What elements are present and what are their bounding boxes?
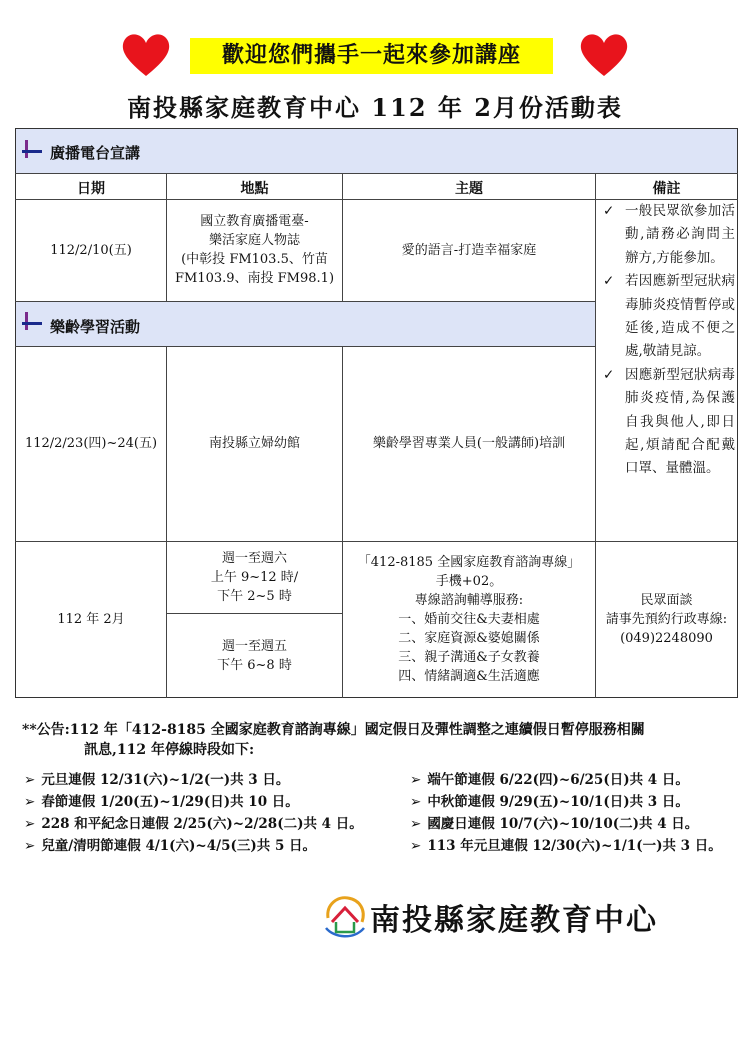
- remarks-notes: ✓ 一般民眾欲參加活動,請務必詢問主辦方,方能參加。 ✓ 若因應新型冠狀病毒肺炎疫情暫停或延後,造成不便之處,敬請見諒。 ✓ 因應新型冠狀病毒肺炎疫情,為保護自我與他人,即日起,煩請配合配戴口罩、量體溫。: [597, 200, 735, 481]
- welcome-banner: 歡迎您們攜手一起來參加講座: [190, 38, 553, 74]
- arrow-bullet-icon: ➢: [410, 838, 422, 854]
- arrow-bullet-icon: ➢: [410, 794, 422, 810]
- check-icon: ✓: [603, 203, 615, 219]
- row3-time-weekday-evening: 週一至週五 下午 6~8 時: [217, 638, 292, 673]
- holiday-item: ➢ 元旦連假 12/31(六)~1/2(一)共 3 日。: [24, 772, 290, 788]
- arrow-bullet-icon: ➢: [410, 816, 422, 832]
- holiday-item: ➢ 兒童/清明節連假 4/1(六)~4/5(三)共 5 日。: [24, 838, 317, 854]
- page-title: 南投縣家庭教育中心 112 年 2月份活動表: [127, 93, 623, 122]
- row1-topic: 愛的語言-打造幸福家庭: [401, 242, 537, 258]
- section-title-senior: 樂齡學習活動: [50, 318, 141, 336]
- row3-time-weekday-day: 週一至週六 上午 9~12 時/ 下午 2~5 時: [210, 550, 299, 604]
- arrow-bullet-icon: ➢: [410, 772, 422, 788]
- check-icon: ✓: [603, 273, 615, 290]
- holiday-item: ➢ 國慶日連假 10/7(六)~10/10(二)共 4 日。: [410, 816, 699, 832]
- heart-icon: [120, 32, 172, 78]
- row2-place: 南投縣立婦幼館: [208, 436, 300, 451]
- row2-date: 112/2/23(四)~24(五): [24, 436, 158, 451]
- org-logo-icon: [320, 892, 370, 940]
- row3-date: 112 年 2月: [57, 612, 125, 627]
- col-header-remark: 備註: [652, 181, 681, 197]
- holiday-item: ➢ 113 年元旦連假 12/30(六)~1/1(一)共 3 日。: [410, 838, 722, 854]
- col-header-topic: 主題: [455, 181, 483, 197]
- col-header-place: 地點: [240, 181, 269, 197]
- holiday-item: ➢ 228 和平紀念日連假 2/25(六)~2/28(二)共 4 日。: [24, 816, 363, 832]
- arrow-bullet-icon: ➢: [24, 838, 36, 854]
- org-name: 南投縣家庭教育中心: [370, 903, 658, 938]
- holiday-item: ➢ 中秋節連假 9/29(五)~10/1(日)共 3 日。: [410, 794, 689, 810]
- row3-topic: 「412-8185 全國家庭教育諮詢專線」 手機+02。 專線諮詢輔導服務: 一、婚前交往&夫妻相處 二、家庭資源&婆媳關係 三、親子溝通&子女教養 四、情緒調適&生活適應: [357, 555, 581, 684]
- row2-topic: 樂齡學習專業人員(一般講師)培訓: [372, 436, 566, 451]
- check-icon: ✓: [603, 366, 615, 383]
- arrow-bullet-icon: ➢: [24, 816, 36, 832]
- plus-bullet-icon: [22, 312, 42, 332]
- arrow-bullet-icon: ➢: [24, 772, 36, 788]
- col-header-date: 日期: [77, 181, 105, 197]
- heart-icon: [578, 32, 630, 78]
- holiday-item: ➢ 端午節連假 6/22(四)~6/25(日)共 4 日。: [410, 772, 689, 788]
- holiday-item: ➢ 春節連假 1/20(五)~1/29(日)共 10 日。: [24, 794, 299, 810]
- row1-date: 112/2/10(五): [50, 242, 132, 258]
- section-title-radio: 廣播電台宣講: [50, 144, 141, 162]
- arrow-bullet-icon: ➢: [24, 794, 36, 810]
- row1-place: 國立教育廣播電臺- 樂活家庭人物誌 (中彰投 FM103.5、竹苗 FM103.9、南投 FM98.1): [174, 214, 335, 286]
- announcement: **公告:112 年「412-8185 全國家庭教育諮詢專線」國定假日及彈性調整之連續假日暫停服務相關 訊息,112 年停線時段如下:: [22, 722, 645, 758]
- row3-remark: 民眾面談 請事先預約行政專線: (049)2248090: [605, 593, 728, 646]
- plus-bullet-icon: [22, 140, 42, 160]
